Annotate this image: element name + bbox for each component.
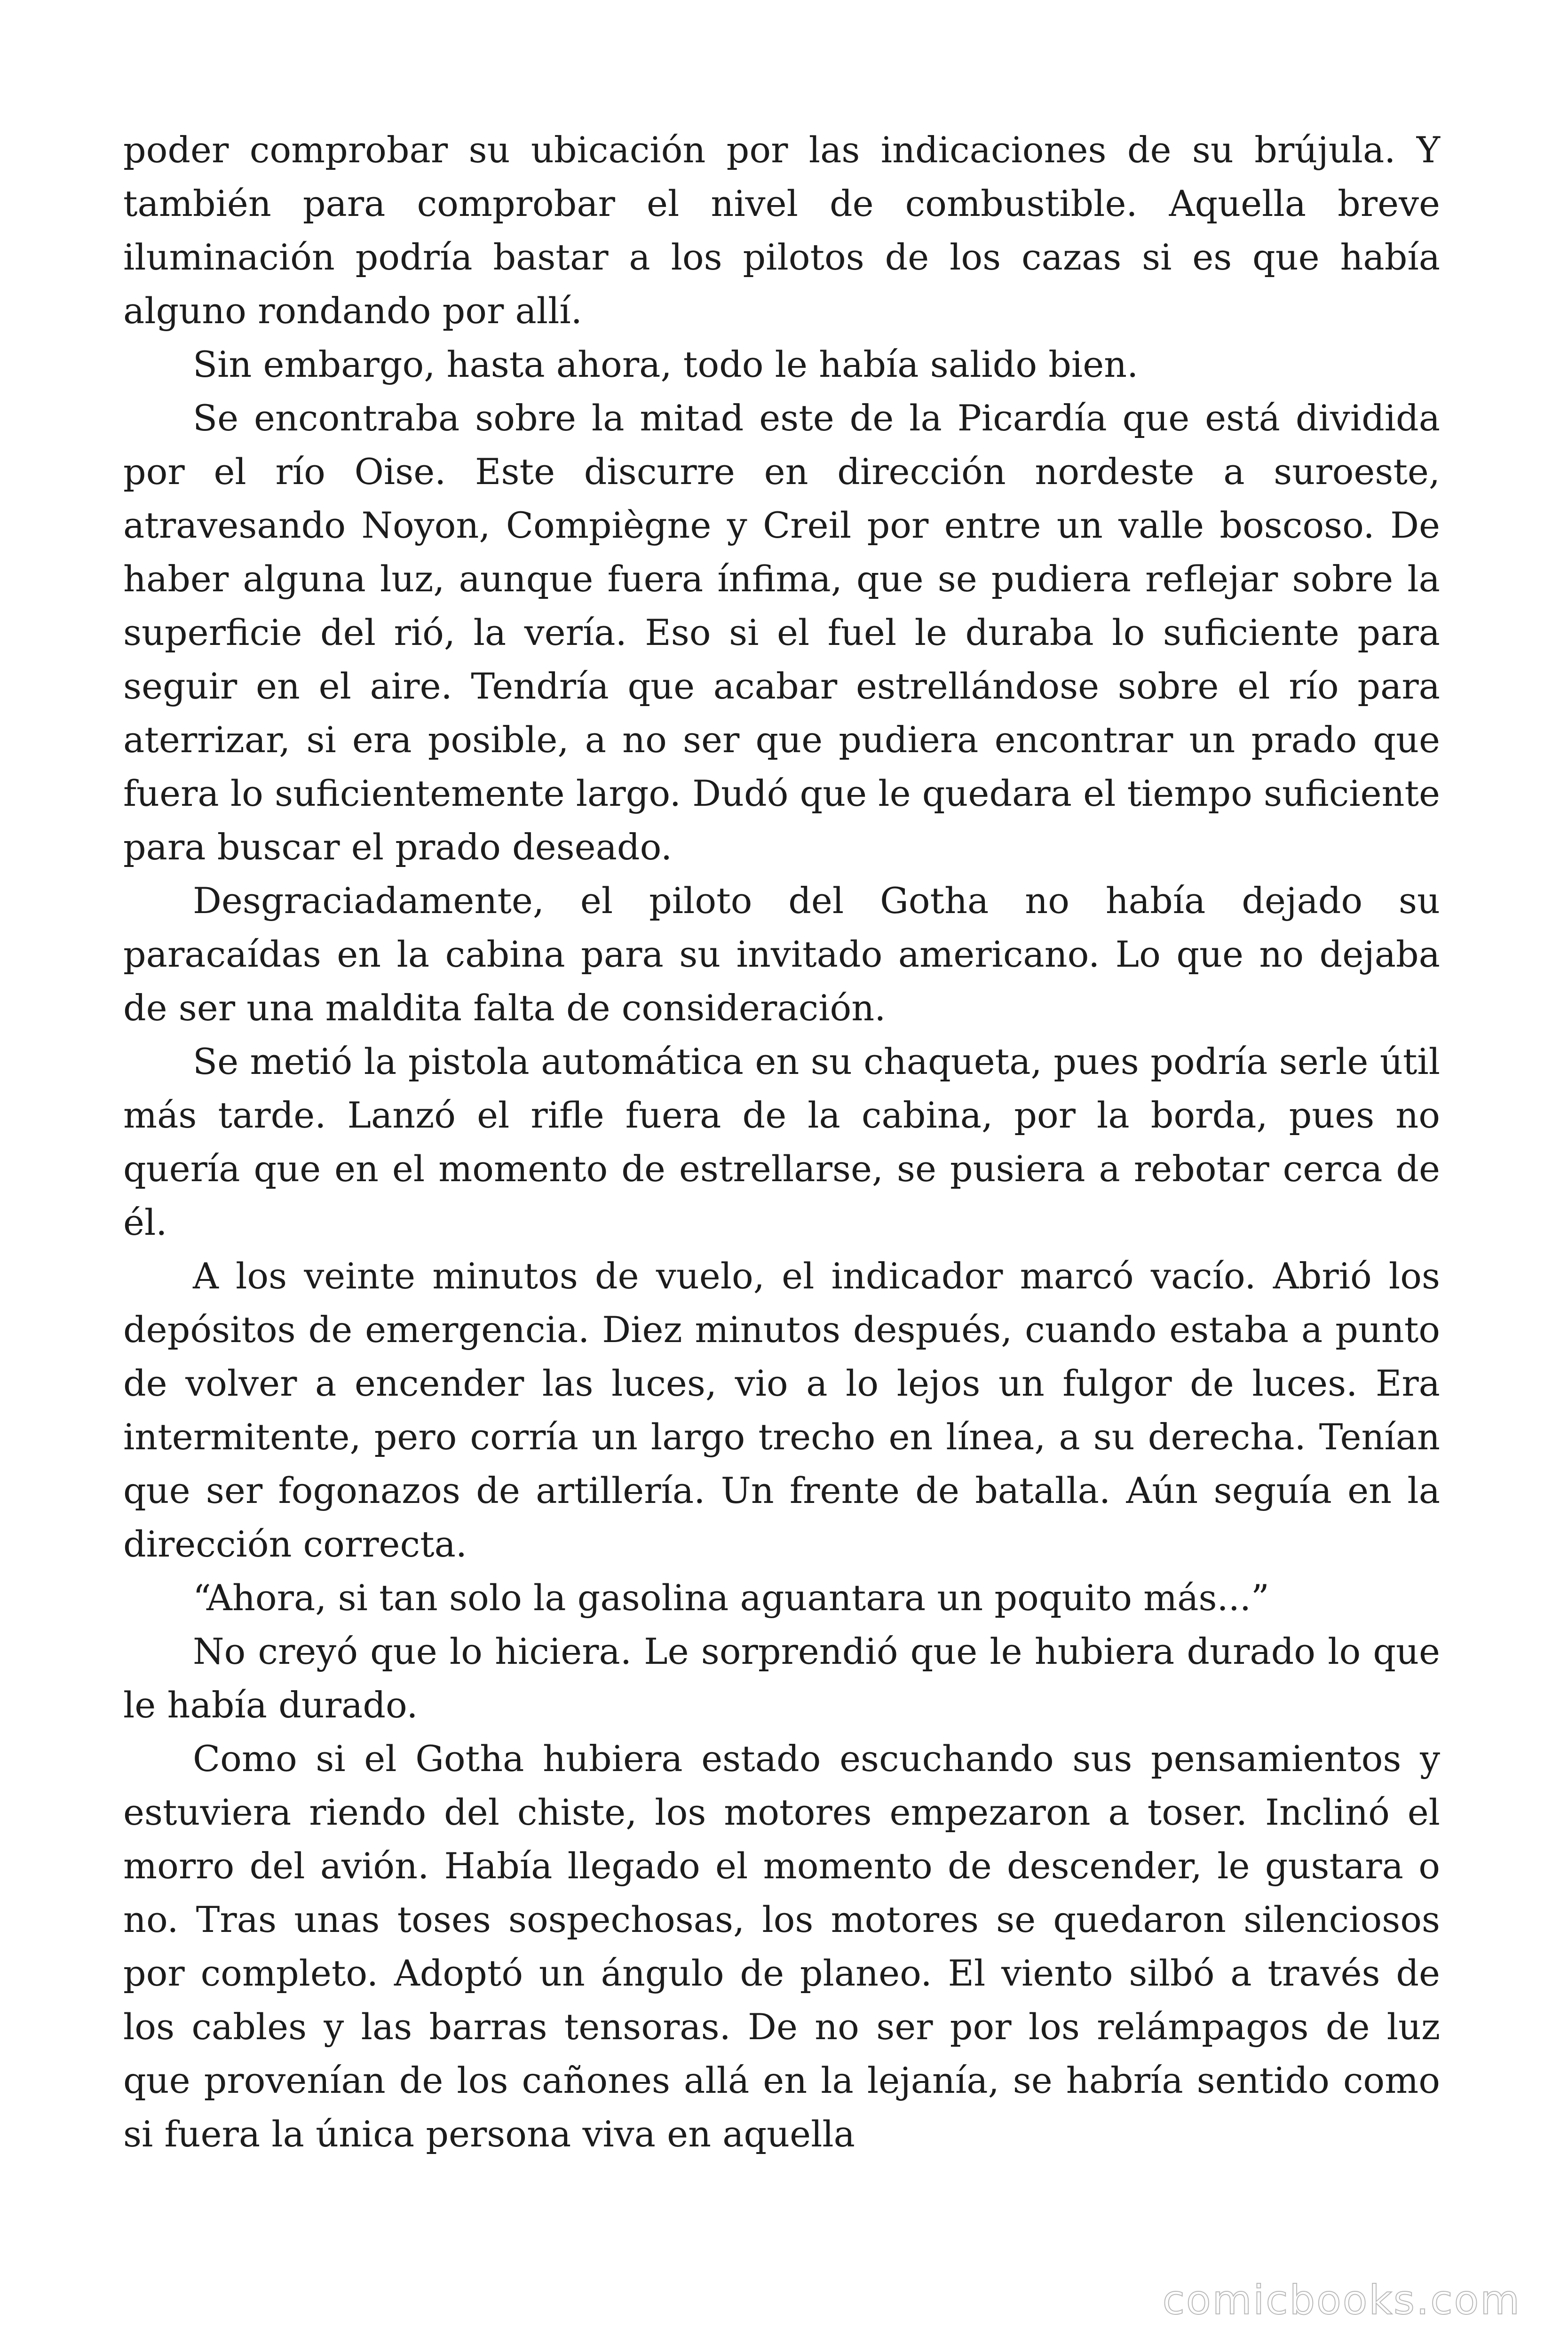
watermark: comicbooks.com [1162,2277,1521,2324]
page-text [123,123,1440,2161]
paragraph: Desgraciadamente, el piloto del Gotha no había dejado su paracaídas en la cabina para su invitado americano. Lo que no dejaba de ser una maldita falta de consideración. [123,880,1440,1029]
paragraph: A los veinte minutos de vuelo, el indicador marcó vacío. Abrió los depósitos de emergencia. Diez minutos después, cuando estaba a punto de volver a encender las luces, vio a lo lejos un fulgor de luces. Era intermitente, pero corría un largo trecho en línea, a su derecha. Tenían que ser fogonazos de artillería. Un frente de batalla. Aún seguía en la dirección correcta. [123,1255,1440,1565]
paragraph: “Ahora, si tan solo la gasolina aguantara un poquito más...” [193,1577,1269,1619]
paragraph: No creyó que lo hiciera. Le sorprendió que le hubiera durado lo que le había durado. [123,1630,1440,1726]
paragraph: Sin embargo, hasta ahora, todo le había salido bien. [193,343,1139,385]
paragraph: Como si el Gotha hubiera estado escuchando sus pensamientos y estuviera riendo del chiste, los motores empezaron a toser. Inclinó el morro del avión. Había llegado el momento de descender, le gustara o no. Tras unas toses sospechosas, los motores se quedaron silenciosos por completo. Adoptó un ángulo de planeo. El viento silbó a través de los cables y las barras tensoras. De no ser por los relámpagos de luz que provenían de los cañones allá en la lejanía, se habría sentido como si fuera la única persona viva en aquella [123,1738,1440,2155]
paragraph: poder comprobar su ubicación por las indicaciones de su brújula. Y también para comprobar el nivel de combustible. Aquella breve iluminación podría bastar a los pilotos de los cazas si es que había alguno rondando por allí. [123,129,1440,332]
paragraph: Se metió la pistola automática en su chaqueta, pues podría serle útil más tarde. Lanzó el rifle fuera de la cabina, por la borda, pues no quería que en el momento de estrellarse, se pusiera a rebotar cerca de él. [123,1041,1440,1243]
paragraph: Se encontraba sobre la mitad este de la Picardía que está dividida por el río Oise. Este discurre en dirección nordeste a suroeste, atravesando Noyon, Compiègne y Creil por entre un valle boscoso. De haber alguna luz, aunque fuera ínfima, que se pudiera reflejar sobre la superficie del rió, la vería. Eso si el fuel le duraba lo suficiente para seguir en el aire. Tendría que acabar estrellándose sobre el río para aterrizar, si era posible, a no ser que pudiera encontrar un prado que fuera lo suficientemente largo. Dudó que le quedara el tiempo suficiente para buscar el prado deseado. [123,397,1440,868]
